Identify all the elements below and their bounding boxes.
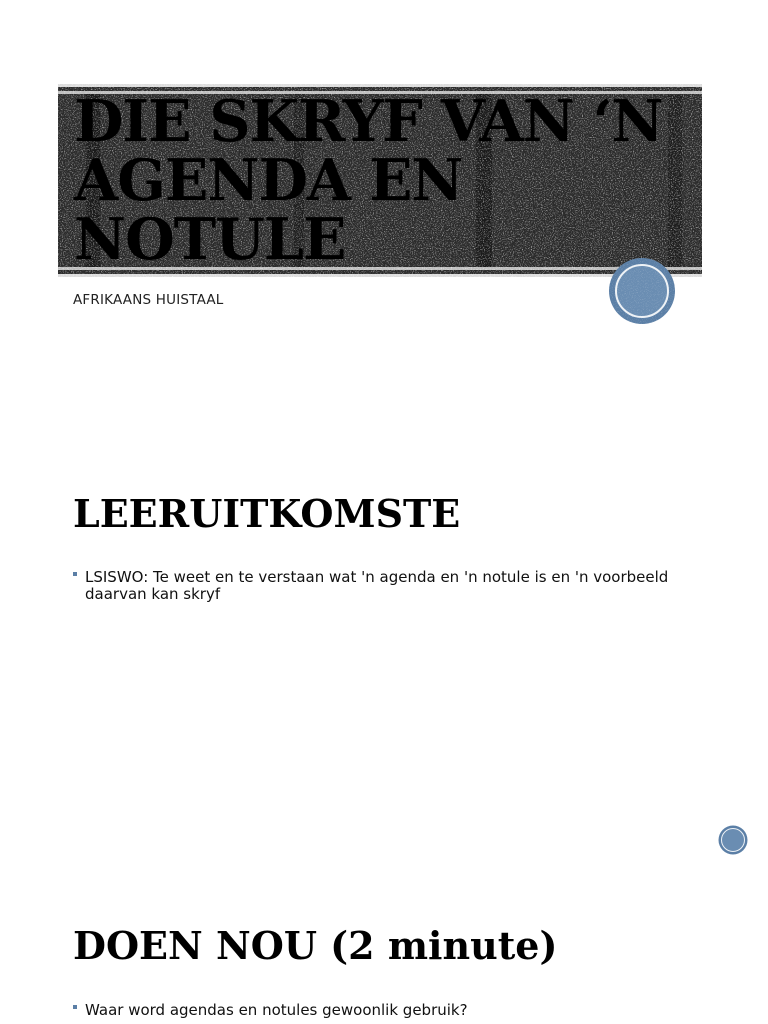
square-bullet-icon xyxy=(73,1005,77,1009)
outcomes-heading: LEERUITKOMSTE xyxy=(73,491,461,536)
do-now-text: Waar word agendas en notules gewoonlik gebruik? xyxy=(85,1001,468,1019)
list-item xyxy=(73,1002,673,1019)
outcome-text: LSISWO: Te weet en te verstaan wat 'n agenda en 'n notule is en 'n voorbeeld daarvan kan skryf xyxy=(85,568,669,603)
presentation-title: DIE SKRYF VAN ‘N AGENDA EN NOTULE xyxy=(74,88,663,273)
list-item xyxy=(73,569,673,603)
circle-seal-icon xyxy=(608,257,676,325)
square-bullet-icon xyxy=(73,572,77,576)
presentation-subtitle: AFRIKAANS HUISTAAL xyxy=(73,292,224,308)
title-banner xyxy=(58,84,702,277)
circle-seal-icon xyxy=(718,825,748,855)
do-now-heading: DOEN NOU (2 minute) xyxy=(73,923,558,968)
outcomes-list xyxy=(73,569,673,603)
do-now-list xyxy=(73,1002,673,1019)
